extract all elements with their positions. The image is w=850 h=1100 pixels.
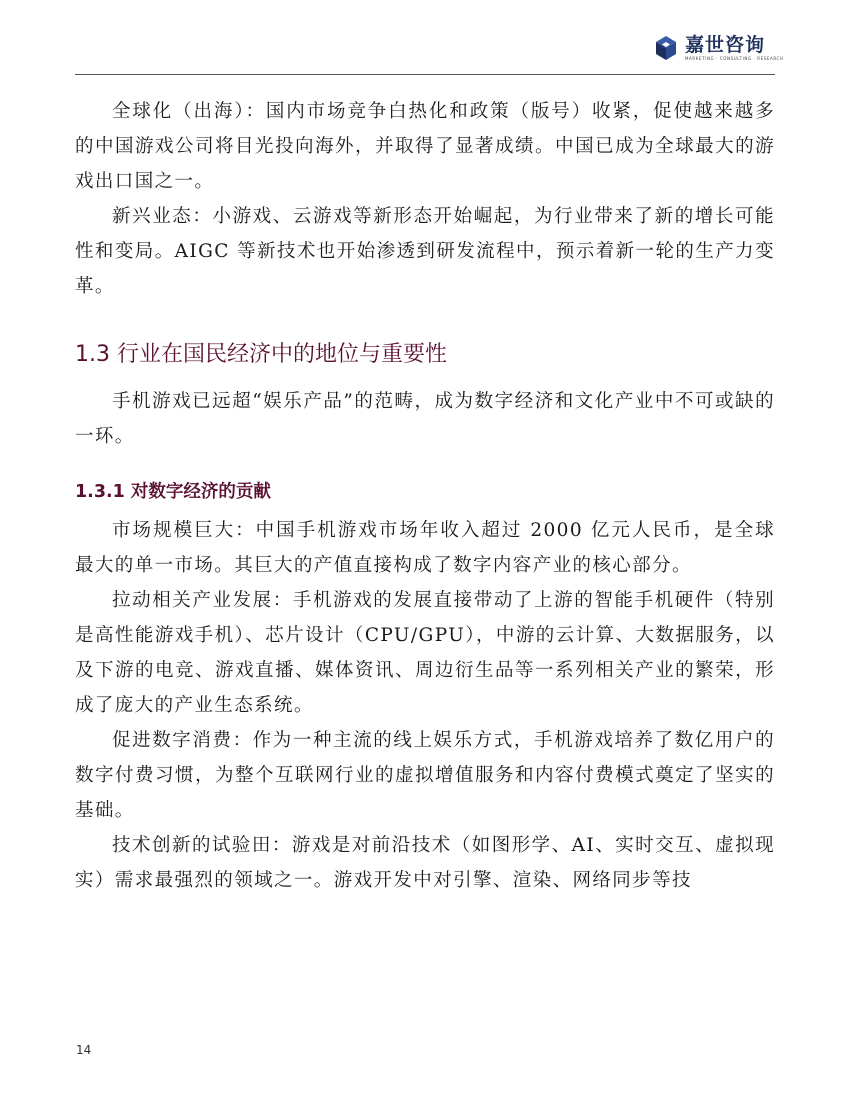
logo-tagline: MARKETING · CONSULTING · RESEARCH xyxy=(685,56,784,61)
paragraph-related-industries: 拉动相关产业发展：手机游戏的发展直接带动了上游的智能手机硬件（特别是高性能游戏手机）、芯片设计（CPU/GPU），中游的云计算、大数据服务，以及下游的电竞、游戏直播、媒体资讯、周边衍生品等一系列相关产业的繁荣，形成了庞大的产业生态系统。 xyxy=(75,590,775,716)
paragraph-market-size: 市场规模巨大：中国手机游戏市场年收入超过 2000 亿元人民币，是全球最大的单一市场。其巨大的产值直接构成了数字内容产业的核心部分。 xyxy=(75,520,775,576)
company-logo xyxy=(652,34,784,62)
page-content xyxy=(75,94,775,898)
paragraph-tech-innovation: 技术创新的试验田：游戏是对前沿技术（如图形学、AI、实时交互、虚拟现实）需求最强烈的领域之一。游戏开发中对引擎、渲染、网络同步等技 xyxy=(75,835,775,891)
header-divider xyxy=(75,74,775,75)
logo-name: 嘉世咨询 xyxy=(685,34,766,56)
paragraph-new-formats: 新兴业态：小游戏、云游戏等新形态开始崛起，为行业带来了新的增长可能性和变局。AIGC 等新技术也开始渗透到研发流程中，预示着新一轮的生产力变革。 xyxy=(75,206,775,297)
logo-cube-icon xyxy=(652,34,680,62)
page-number: 14 xyxy=(76,1043,92,1057)
paragraph-globalization: 全球化（出海）：国内市场竞争白热化和政策（版号）收紧，促使越来越多的中国游戏公司将目光投向海外，并取得了显著成绩。中国已成为全球最大的游戏出口国之一。 xyxy=(75,101,775,192)
paragraph-digital-consumption: 促进数字消费：作为一种主流的线上娱乐方式，手机游戏培养了数亿用户的数字付费习惯，为整个互联网行业的虚拟增值服务和内容付费模式奠定了坚实的基础。 xyxy=(75,730,775,821)
subsection-heading: 1.3.1 对数字经济的贡献 xyxy=(75,482,271,502)
section-heading: 1.3 行业在国民经济中的地位与重要性 xyxy=(75,342,447,367)
section-intro: 手机游戏已远超“娱乐产品”的范畴，成为数字经济和文化产业中不可或缺的一环。 xyxy=(75,391,775,447)
